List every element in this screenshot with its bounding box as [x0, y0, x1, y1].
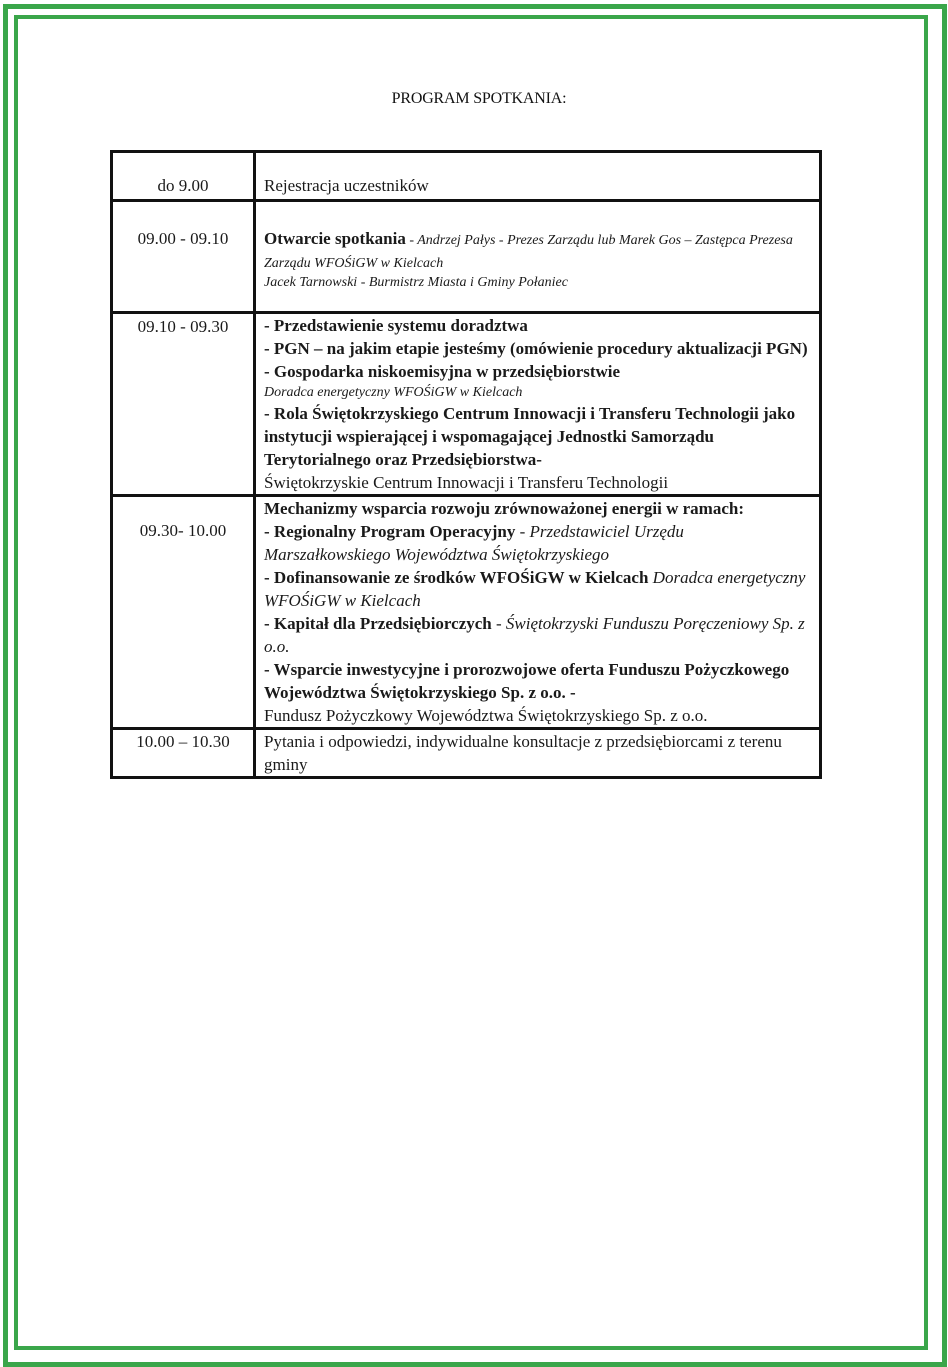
agenda-item-block	[264, 566, 813, 612]
table-row	[112, 496, 821, 729]
speaker-text: - Świętokrzyski Funduszu Poręczeniowy Sp. z o.o.	[264, 614, 805, 656]
separator: -	[565, 683, 576, 702]
agenda-intro: Mechanizmy wsparcia rozwoju zrównoważonej energii w ramach:	[264, 499, 744, 518]
speaker-text: Fundusz Pożyczkowy Województwa Świętokrzyskiego Sp. z o.o.	[264, 706, 708, 725]
program-table	[110, 150, 822, 779]
time-cell: 09.00 - 09.10	[112, 201, 255, 313]
table-row	[112, 201, 821, 313]
speaker-text: - Przedstawiciel Urzędu Marszałkowskiego Województwa Świętokrzyskiego	[264, 522, 684, 564]
description-cell	[255, 496, 821, 729]
time-cell: 10.00 – 10.30	[112, 729, 255, 778]
agenda-item: - Dofinansowanie ze środków WFOŚiGW w Kielcach	[264, 568, 649, 587]
speaker-text: Jacek Tarnowski - Burmistrz Miasta i Gminy Połaniec	[264, 275, 568, 290]
agenda-item: - Gospodarka niskoemisyjna w przedsiębiorstwie	[264, 362, 621, 381]
agenda-item: - Wsparcie inwestycyjne i prorozwojowe oferta Funduszu Pożyczkowego Województwa Świętokrzyskiego Sp. z o.o.	[264, 660, 790, 702]
table-row	[112, 729, 821, 778]
time-cell: 09.10 - 09.30	[112, 313, 255, 496]
table-row	[112, 152, 821, 201]
session-heading: Otwarcie spotkania	[264, 229, 406, 248]
agenda-item-block	[264, 658, 813, 704]
speaker-text: Świętokrzyskie Centrum Innowacji i Transferu Technologii	[264, 473, 669, 492]
time-cell: do 9.00	[112, 152, 255, 201]
agenda-item: - Przedstawienie systemu doradztwa	[264, 316, 528, 335]
separator: -	[405, 233, 418, 248]
agenda-item: - Regionalny Program Operacyjny	[264, 522, 516, 541]
speaker-text: Doradca energetyczny WFOŚiGW w Kielcach	[264, 568, 806, 610]
page-title: PROGRAM SPOTKANIA:	[391, 90, 567, 107]
table-row	[112, 313, 821, 496]
description-cell	[255, 201, 821, 313]
time-cell: 09.30- 10.00	[112, 496, 255, 729]
description-cell: Pytania i odpowiedzi, indywidualne konsultacje z przedsiębiorcami z terenu gminy	[255, 729, 821, 778]
description-cell	[255, 313, 821, 496]
description-cell: Rejestracja uczestników	[255, 152, 821, 201]
agenda-item-block	[264, 612, 813, 658]
speaker-text: Doradca energetyczny WFOŚiGW w Kielcach	[264, 385, 523, 400]
agenda-item: - Kapitał dla Przedsiębiorczych	[264, 614, 492, 633]
agenda-item: - PGN – na jakim etapie jesteśmy (omówienie procedury aktualizacji PGN)	[264, 339, 808, 358]
agenda-item-block	[264, 520, 813, 566]
agenda-item: - Rola Świętokrzyskiego Centrum Innowacji i Transferu Technologii jako instytucji wspierającej i wspomagającej Jednostki Samorządu Terytorialnego oraz Przedsiębiorstwa-	[264, 404, 796, 469]
speaker-text: Andrzej Pałys - Prezes Zarządu lub Marek Gos – Zastępca Prezesa Zarządu WFOŚiGW w Kielcach	[264, 233, 793, 271]
